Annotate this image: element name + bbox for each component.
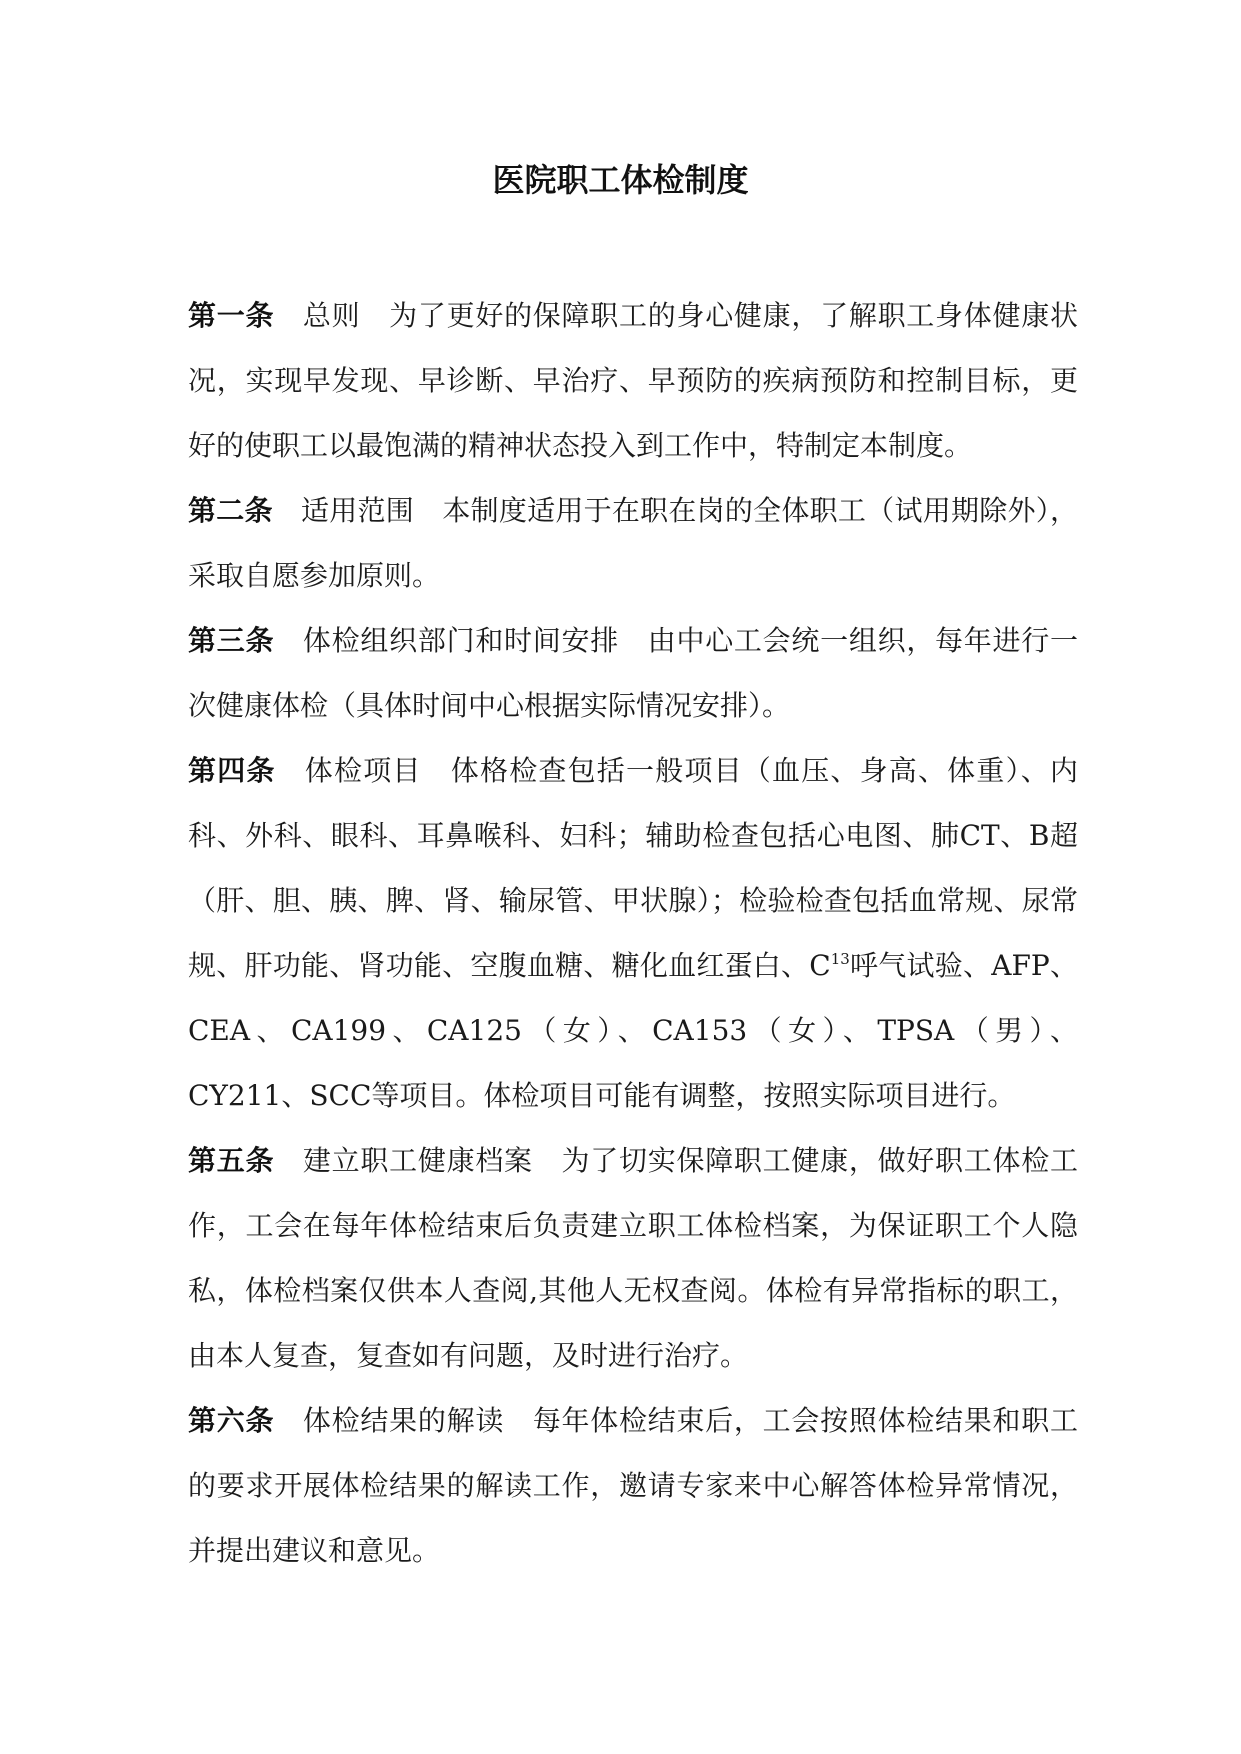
- article-heading: 体检组织部门和时间安排: [302, 624, 619, 657]
- article-heading: 总则: [302, 299, 361, 332]
- article-number: 第二条: [188, 494, 273, 527]
- article-3: [188, 608, 1078, 738]
- article-number: 第五条: [188, 1144, 275, 1177]
- article-heading: 体检结果的解读: [302, 1404, 505, 1437]
- article-heading: 建立职工健康档案: [302, 1144, 533, 1177]
- document-body: [188, 283, 1078, 1583]
- document-title: 医院职工体检制度: [492, 161, 749, 199]
- article-text: 为了更好的保障职工的身心健康，了解职工身体健康状况，实现早发现、早诊断、早治疗、早预防的疾病预防和控制目标，更好的使职工以最饱满的精神状态投入到工作中，特制定本制度。: [188, 299, 1078, 462]
- article-text: 本制度适用于在职在岗的全体职工（试用期除外），采取自愿参加原则。: [188, 494, 1078, 592]
- article-text: 为了切实保障职工健康，做好职工体检工作，工会在每年体检结束后负责建立职工体检档案，为保证职工个人隐私，体检档案仅供本人查阅,其他人无权查阅。体检有异常指标的职工，由本人复查，复查如有问题，及时进行治疗。: [188, 1144, 1078, 1372]
- article-text-part-2: 呼气试验、AFP、CEA、CA199、CA125（女）、CA153（女）、TPSA（男）、CY211、SCC等项目。体检项目可能有调整，按照实际项目进行。: [188, 949, 1078, 1112]
- article-2: [188, 478, 1078, 608]
- article-6: [188, 1388, 1078, 1583]
- article-number: 第三条: [188, 624, 275, 657]
- article-heading: 适用范围: [300, 494, 415, 527]
- superscript-13: 13: [830, 950, 850, 968]
- article-text: 每年体检结束后，工会按照体检结果和职工的要求开展体检结果的解读工作，邀请专家来中心解答体检异常情况，并提出建议和意见。: [188, 1404, 1078, 1567]
- article-number: 第一条: [188, 299, 275, 332]
- article-number: 第四条: [188, 754, 276, 787]
- article-number: 第六条: [188, 1404, 275, 1437]
- article-text: 由中心工会统一组织，每年进行一次健康体检（具体时间中心根据实际情况安排）。: [188, 624, 1078, 722]
- article-heading: 体检项目: [303, 754, 422, 787]
- article-4: [188, 738, 1078, 1128]
- article-5: [188, 1128, 1078, 1388]
- article-1: [188, 283, 1078, 478]
- article-text-part-1: 体格检查包括一般项目（血压、身高、体重）、内科、外科、眼科、耳鼻喉科、妇科；辅助检查包括心电图、肺CT、B超（肝、胆、胰、脾、肾、输尿管、甲状腺）；检验检查包括血常规、尿常规、肝功能、肾功能、空腹血糖、糖化血红蛋白、C: [188, 754, 1078, 982]
